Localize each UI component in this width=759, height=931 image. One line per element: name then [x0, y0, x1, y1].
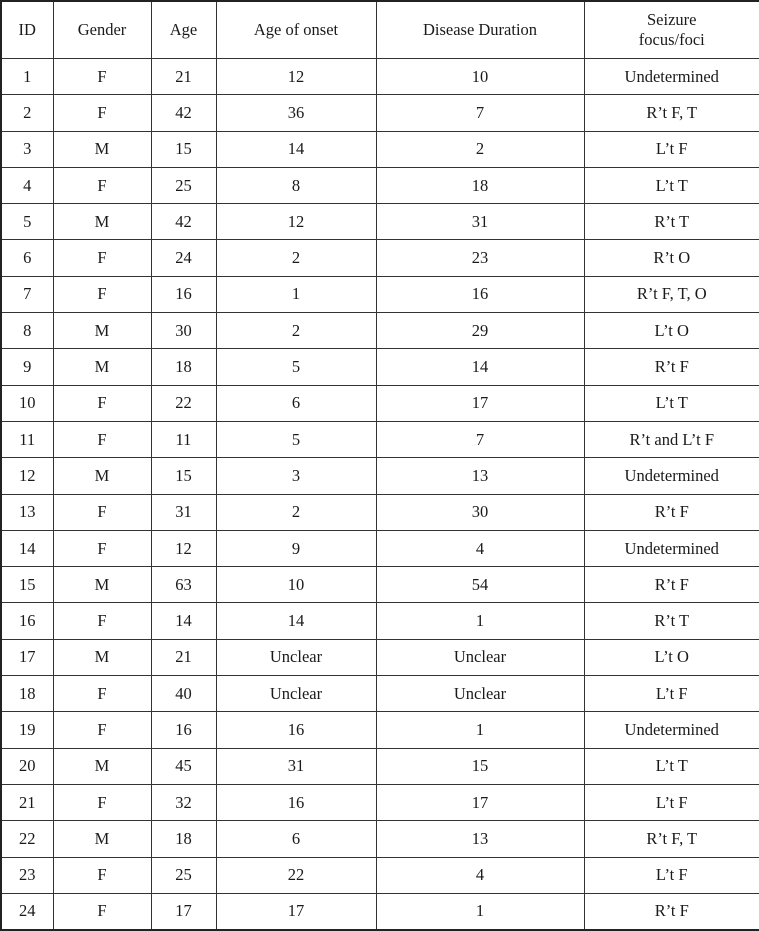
header-age-of-onset: Age of onset	[216, 1, 376, 59]
cell-seizure-focus: L’t F	[584, 676, 759, 712]
cell-seizure-focus: R’t F, T, O	[584, 276, 759, 312]
cell-gender: M	[53, 567, 151, 603]
cell-age: 42	[151, 95, 216, 131]
cell-seizure-focus: R’t F	[584, 893, 759, 930]
cell-seizure-focus: R’t F, T	[584, 95, 759, 131]
cell-gender: F	[53, 167, 151, 203]
cell-age: 18	[151, 349, 216, 385]
cell-seizure-focus: L’t T	[584, 385, 759, 421]
cell-seizure-focus: R’t F, T	[584, 821, 759, 857]
cell-age-of-onset: 6	[216, 821, 376, 857]
cell-gender: F	[53, 712, 151, 748]
cell-id: 12	[1, 458, 53, 494]
header-row	[1, 1, 759, 59]
cell-disease-duration: 4	[376, 857, 584, 893]
cell-gender: F	[53, 276, 151, 312]
cell-disease-duration: 1	[376, 603, 584, 639]
cell-age-of-onset: 36	[216, 95, 376, 131]
cell-age: 18	[151, 821, 216, 857]
cell-age-of-onset: 2	[216, 494, 376, 530]
cell-gender: M	[53, 313, 151, 349]
cell-disease-duration: 29	[376, 313, 584, 349]
cell-disease-duration: 7	[376, 95, 584, 131]
cell-disease-duration: 7	[376, 421, 584, 457]
cell-age-of-onset: 2	[216, 313, 376, 349]
cell-age-of-onset: Unclear	[216, 676, 376, 712]
cell-age-of-onset: 5	[216, 421, 376, 457]
cell-gender: M	[53, 821, 151, 857]
cell-age: 30	[151, 313, 216, 349]
cell-age-of-onset: 17	[216, 893, 376, 930]
table-row	[1, 639, 759, 675]
cell-seizure-focus: R’t T	[584, 204, 759, 240]
header-seizure-focus-line1: Seizure	[585, 10, 759, 30]
cell-age-of-onset: 12	[216, 59, 376, 95]
cell-age: 32	[151, 784, 216, 820]
cell-seizure-focus: L’t T	[584, 748, 759, 784]
table-row	[1, 167, 759, 203]
cell-age-of-onset: 14	[216, 131, 376, 167]
cell-gender: M	[53, 204, 151, 240]
table-row	[1, 712, 759, 748]
cell-disease-duration: 17	[376, 784, 584, 820]
cell-disease-duration: 31	[376, 204, 584, 240]
header-age: Age	[151, 1, 216, 59]
cell-gender: F	[53, 603, 151, 639]
cell-disease-duration: Unclear	[376, 676, 584, 712]
table-row	[1, 603, 759, 639]
cell-gender: F	[53, 857, 151, 893]
table-row	[1, 857, 759, 893]
cell-age-of-onset: 9	[216, 530, 376, 566]
cell-id: 20	[1, 748, 53, 784]
cell-seizure-focus: Undetermined	[584, 59, 759, 95]
cell-gender: M	[53, 131, 151, 167]
cell-seizure-focus: Undetermined	[584, 530, 759, 566]
cell-disease-duration: 2	[376, 131, 584, 167]
cell-age: 17	[151, 893, 216, 930]
cell-id: 17	[1, 639, 53, 675]
cell-id: 8	[1, 313, 53, 349]
cell-gender: F	[53, 240, 151, 276]
cell-disease-duration: 14	[376, 349, 584, 385]
cell-age: 16	[151, 712, 216, 748]
table-row	[1, 349, 759, 385]
table-row	[1, 748, 759, 784]
table-row	[1, 59, 759, 95]
table-header	[1, 1, 759, 59]
header-disease-duration: Disease Duration	[376, 1, 584, 59]
cell-age-of-onset: 10	[216, 567, 376, 603]
table-row	[1, 530, 759, 566]
cell-age-of-onset: 14	[216, 603, 376, 639]
cell-age-of-onset: 6	[216, 385, 376, 421]
cell-id: 18	[1, 676, 53, 712]
cell-gender: F	[53, 784, 151, 820]
cell-disease-duration: 30	[376, 494, 584, 530]
cell-id: 11	[1, 421, 53, 457]
cell-age-of-onset: 16	[216, 784, 376, 820]
cell-age: 25	[151, 167, 216, 203]
cell-seizure-focus: L’t T	[584, 167, 759, 203]
cell-id: 9	[1, 349, 53, 385]
cell-age: 45	[151, 748, 216, 784]
cell-seizure-focus: L’t O	[584, 639, 759, 675]
cell-id: 22	[1, 821, 53, 857]
cell-id: 24	[1, 893, 53, 930]
cell-age-of-onset: 12	[216, 204, 376, 240]
cell-age-of-onset: 8	[216, 167, 376, 203]
table-body	[1, 59, 759, 931]
cell-id: 23	[1, 857, 53, 893]
cell-id: 7	[1, 276, 53, 312]
table-row	[1, 240, 759, 276]
table-row	[1, 421, 759, 457]
cell-seizure-focus: L’t O	[584, 313, 759, 349]
cell-gender: F	[53, 676, 151, 712]
cell-disease-duration: 16	[376, 276, 584, 312]
cell-disease-duration: 23	[376, 240, 584, 276]
header-seizure-focus-line2: focus/foci	[585, 30, 759, 50]
cell-age: 21	[151, 59, 216, 95]
cell-age: 24	[151, 240, 216, 276]
table-row	[1, 204, 759, 240]
cell-disease-duration: Unclear	[376, 639, 584, 675]
cell-disease-duration: 13	[376, 821, 584, 857]
cell-seizure-focus: R’t F	[584, 349, 759, 385]
cell-seizure-focus: L’t F	[584, 784, 759, 820]
cell-gender: F	[53, 385, 151, 421]
cell-age: 11	[151, 421, 216, 457]
cell-gender: M	[53, 349, 151, 385]
cell-seizure-focus: L’t F	[584, 857, 759, 893]
table-row	[1, 567, 759, 603]
cell-age-of-onset: 5	[216, 349, 376, 385]
cell-id: 5	[1, 204, 53, 240]
cell-age: 63	[151, 567, 216, 603]
cell-disease-duration: 13	[376, 458, 584, 494]
cell-gender: F	[53, 59, 151, 95]
cell-gender: F	[53, 95, 151, 131]
cell-gender: M	[53, 458, 151, 494]
cell-seizure-focus: R’t and L’t F	[584, 421, 759, 457]
cell-id: 19	[1, 712, 53, 748]
cell-id: 1	[1, 59, 53, 95]
table-row	[1, 313, 759, 349]
cell-seizure-focus: R’t O	[584, 240, 759, 276]
table-row	[1, 276, 759, 312]
cell-seizure-focus: Undetermined	[584, 712, 759, 748]
cell-gender: M	[53, 748, 151, 784]
table-row	[1, 131, 759, 167]
cell-gender: F	[53, 530, 151, 566]
header-gender: Gender	[53, 1, 151, 59]
cell-seizure-focus: Undetermined	[584, 458, 759, 494]
cell-gender: M	[53, 639, 151, 675]
cell-seizure-focus: L’t F	[584, 131, 759, 167]
header-seizure-focus	[584, 1, 759, 59]
cell-age: 22	[151, 385, 216, 421]
cell-disease-duration: 17	[376, 385, 584, 421]
cell-age-of-onset: 31	[216, 748, 376, 784]
cell-age-of-onset: 16	[216, 712, 376, 748]
header-id: ID	[1, 1, 53, 59]
table-row	[1, 385, 759, 421]
cell-disease-duration: 1	[376, 893, 584, 930]
cell-id: 15	[1, 567, 53, 603]
cell-age: 40	[151, 676, 216, 712]
cell-age-of-onset: 1	[216, 276, 376, 312]
table-row	[1, 458, 759, 494]
table-row	[1, 494, 759, 530]
cell-seizure-focus: R’t T	[584, 603, 759, 639]
cell-gender: F	[53, 421, 151, 457]
cell-disease-duration: 4	[376, 530, 584, 566]
cell-id: 21	[1, 784, 53, 820]
cell-disease-duration: 15	[376, 748, 584, 784]
cell-age-of-onset: 2	[216, 240, 376, 276]
cell-age: 31	[151, 494, 216, 530]
table-row	[1, 676, 759, 712]
cell-id: 6	[1, 240, 53, 276]
cell-gender: F	[53, 494, 151, 530]
cell-seizure-focus: R’t F	[584, 567, 759, 603]
cell-disease-duration: 18	[376, 167, 584, 203]
cell-age: 21	[151, 639, 216, 675]
cell-id: 16	[1, 603, 53, 639]
table-row	[1, 95, 759, 131]
cell-age-of-onset: Unclear	[216, 639, 376, 675]
cell-id: 3	[1, 131, 53, 167]
cell-age: 14	[151, 603, 216, 639]
table-row	[1, 784, 759, 820]
cell-age: 15	[151, 131, 216, 167]
cell-disease-duration: 10	[376, 59, 584, 95]
cell-age: 15	[151, 458, 216, 494]
cell-id: 4	[1, 167, 53, 203]
cell-id: 10	[1, 385, 53, 421]
cell-id: 13	[1, 494, 53, 530]
cell-seizure-focus: R’t F	[584, 494, 759, 530]
cell-age: 42	[151, 204, 216, 240]
cell-age-of-onset: 22	[216, 857, 376, 893]
cell-disease-duration: 1	[376, 712, 584, 748]
cell-age: 12	[151, 530, 216, 566]
cell-disease-duration: 54	[376, 567, 584, 603]
cell-age-of-onset: 3	[216, 458, 376, 494]
cell-age: 16	[151, 276, 216, 312]
cell-id: 2	[1, 95, 53, 131]
table-row	[1, 893, 759, 930]
cell-gender: F	[53, 893, 151, 930]
cell-id: 14	[1, 530, 53, 566]
table-row	[1, 821, 759, 857]
cell-age: 25	[151, 857, 216, 893]
